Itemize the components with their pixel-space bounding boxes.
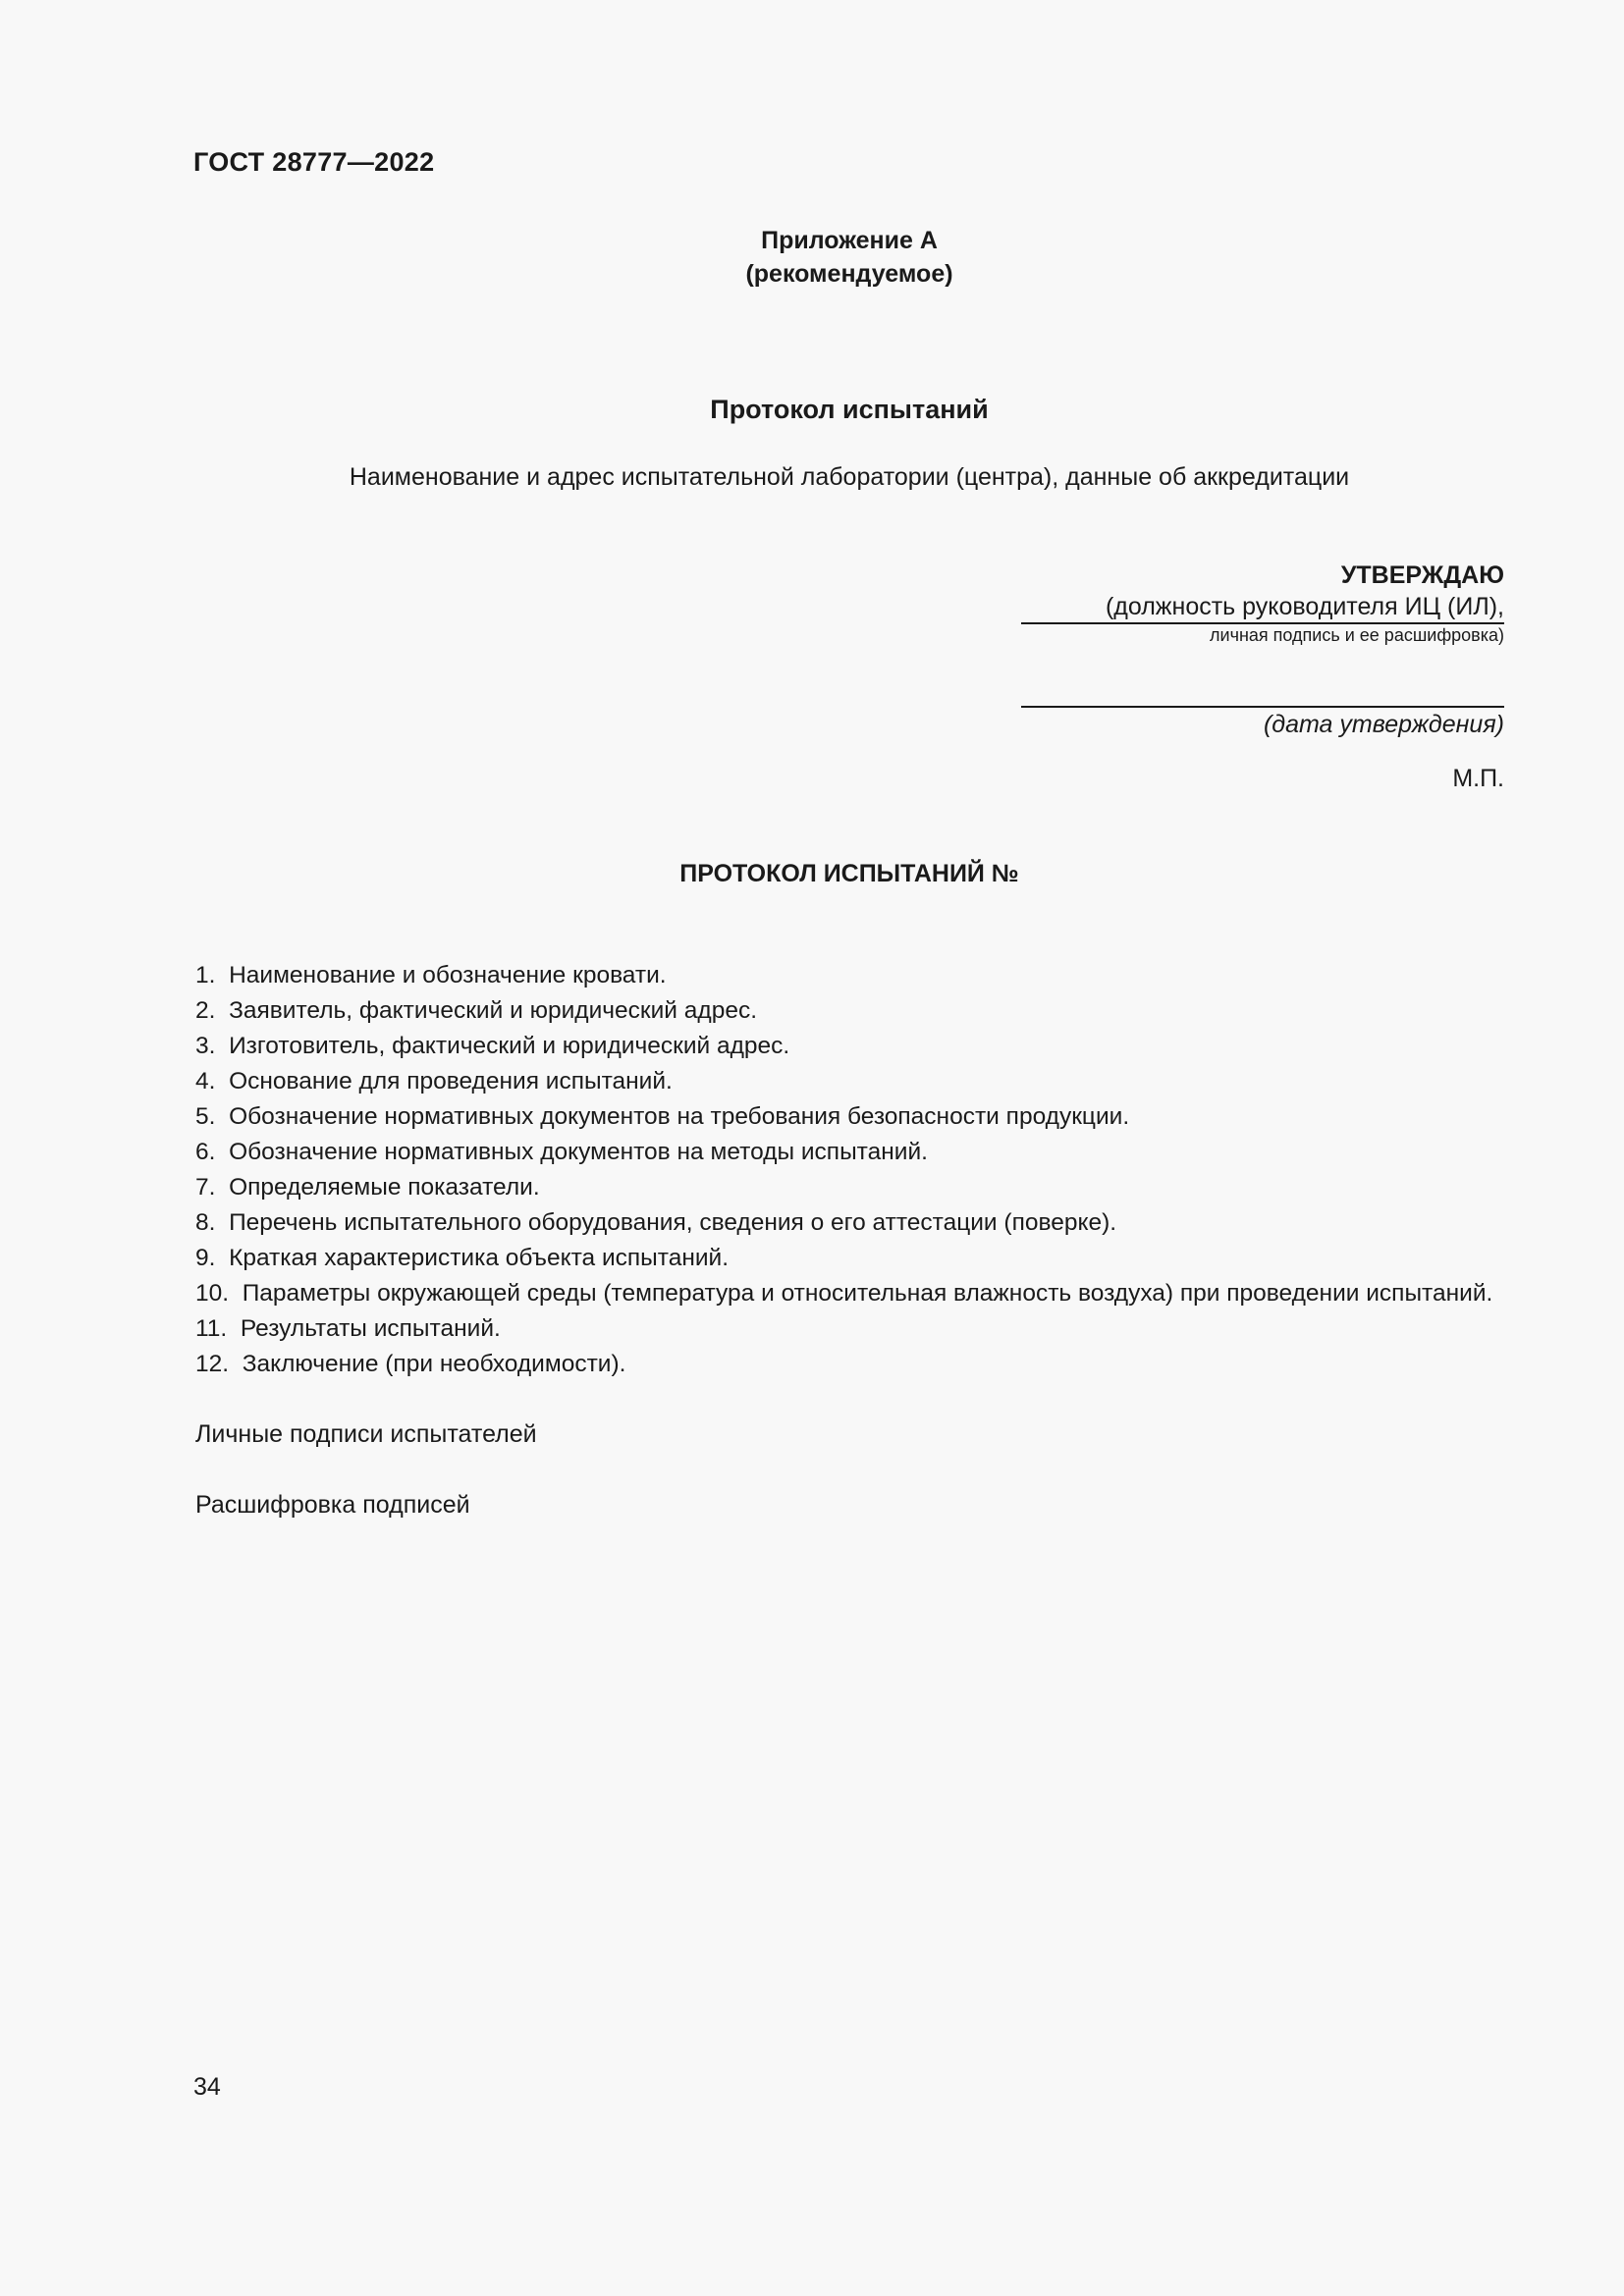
list-item — [195, 1029, 1492, 1064]
list-item — [195, 1064, 1492, 1099]
approval-position: (должность руководителя ИЦ (ИЛ), — [1021, 591, 1504, 624]
protocol-items-list — [195, 958, 1492, 1382]
item-number: 2. — [195, 997, 216, 1024]
item-text: Заключение (при необходимости). — [242, 1351, 626, 1377]
item-text: Обозначение нормативных документов на методы испытаний. — [229, 1139, 928, 1165]
item-number: 5. — [195, 1103, 216, 1130]
approval-date-note: (дата утверждения) — [1263, 711, 1504, 738]
signatures-transcript-label: Расшифровка подписей — [195, 1491, 470, 1519]
item-number: 9. — [195, 1245, 216, 1271]
item-text: Краткая характеристика объекта испытаний. — [229, 1245, 730, 1271]
list-item — [195, 1347, 1492, 1382]
item-text: Обозначение нормативных документов на требования безопасности продукции. — [229, 1103, 1130, 1130]
item-text: Основание для проведения испытаний. — [229, 1068, 673, 1095]
list-item — [195, 958, 1492, 993]
testers-signatures-label: Личные подписи испытателей — [195, 1420, 537, 1448]
protocol-heading: Протокол испытаний — [710, 395, 989, 424]
item-text: Заявитель, фактический и юридический адрес. — [229, 997, 758, 1024]
list-item — [195, 1099, 1492, 1135]
item-text: Результаты испытаний. — [240, 1315, 501, 1342]
appendix-heading — [0, 224, 1624, 291]
item-number: 11. — [195, 1315, 228, 1342]
approval-signature-note: личная подпись и ее расшифровка) — [1210, 625, 1504, 645]
document-id: ГОСТ 28777—2022 — [193, 147, 435, 177]
signatures-block — [195, 1420, 537, 1526]
item-number: 6. — [195, 1139, 216, 1165]
list-item — [195, 1241, 1492, 1276]
item-number: 10. — [195, 1280, 230, 1307]
list-item — [195, 993, 1492, 1029]
approval-block — [1021, 560, 1504, 794]
item-number: 12. — [195, 1351, 230, 1377]
approval-title: УТВЕРЖДАЮ — [1340, 561, 1504, 589]
list-item — [195, 1205, 1492, 1241]
item-number: 3. — [195, 1033, 216, 1059]
list-item — [195, 1135, 1492, 1170]
approval-stamp: М.П. — [1452, 765, 1504, 792]
item-number: 7. — [195, 1174, 216, 1201]
item-number: 4. — [195, 1068, 216, 1095]
list-item — [195, 1276, 1492, 1311]
item-text: Изготовитель, фактический и юридический адрес. — [229, 1033, 790, 1059]
protocol-number-title: ПРОТОКОЛ ИСПЫТАНИЙ № — [679, 860, 1019, 887]
item-text: Наименование и обозначение кровати. — [229, 962, 667, 988]
lab-info-line: Наименование и адрес испытательной лаборатории (центра), данные об аккредитации — [349, 463, 1350, 491]
item-text: Определяемые показатели. — [229, 1174, 540, 1201]
item-text: Перечень испытательного оборудования, сведения о его аттестации (поверке). — [229, 1209, 1117, 1236]
appendix-title: Приложение А — [761, 227, 938, 254]
list-item — [195, 1170, 1492, 1205]
appendix-status: (рекомендуемое) — [745, 260, 953, 288]
item-text: Параметры окружающей среды (температура и относительная влажность воздуха) при проведении испытаний. — [242, 1280, 1493, 1307]
page-number: 34 — [193, 2073, 221, 2101]
item-number: 8. — [195, 1209, 216, 1236]
item-number: 1. — [195, 962, 216, 988]
list-item — [195, 1311, 1492, 1347]
